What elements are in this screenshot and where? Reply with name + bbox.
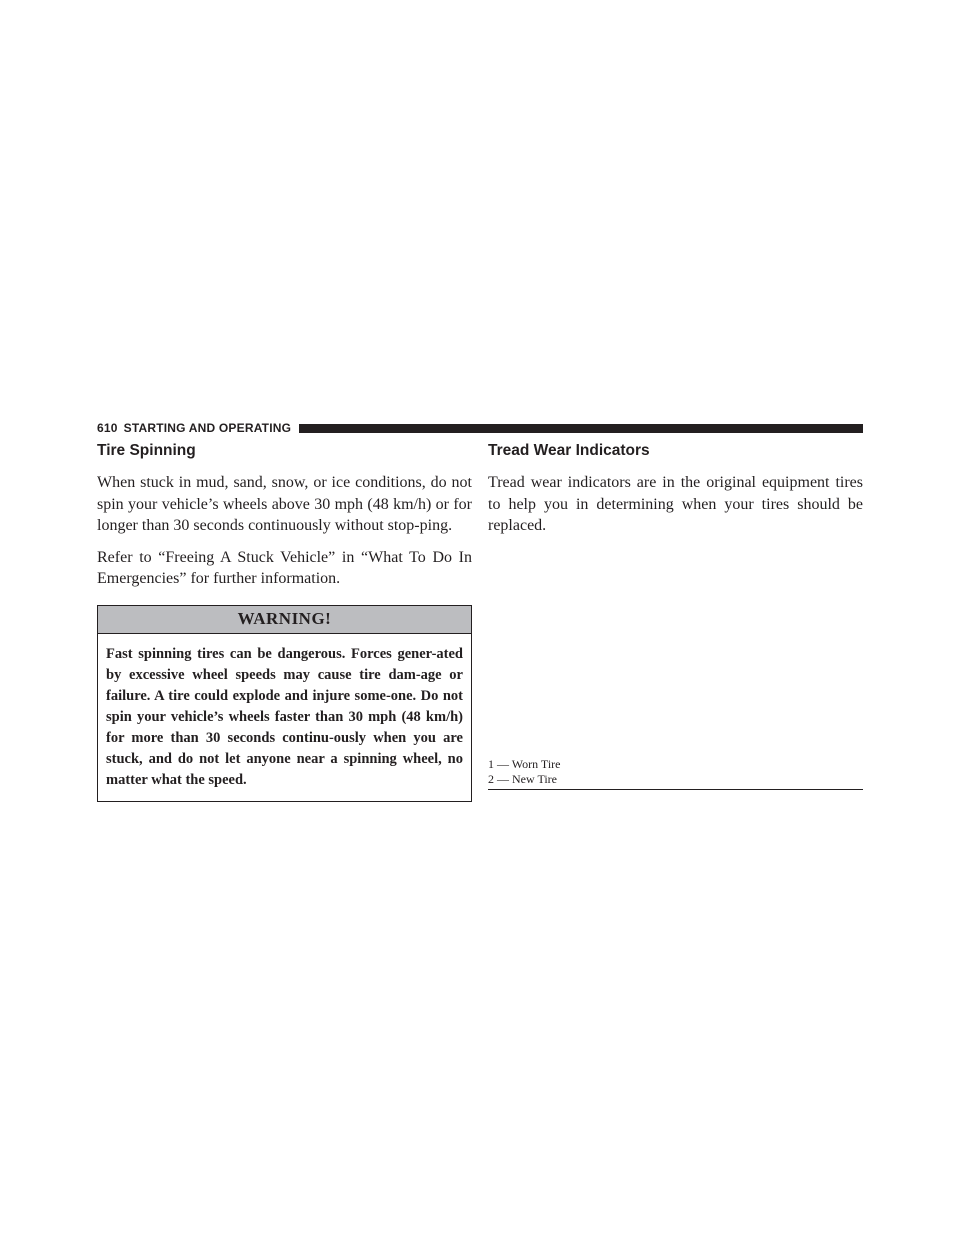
page-number: 610 (97, 421, 118, 435)
tread-wear-heading: Tread Wear Indicators (488, 442, 650, 459)
left-column (97, 440, 472, 802)
figure-legend (488, 757, 863, 790)
warning-text: Fast spinning tires can be dangerous. Forces gener-ated by excessive wheel speeds may cause tire dam-age or failure. A tire could explode and injure some-one. Do not spin your vehicle’s wheels faster than 30 mph (48 km/h) for more than 30 seconds continu-ously when you are stuck, and do not let anyone near a spinning wheel, no matter what the speed. (106, 645, 463, 788)
right-column (488, 440, 863, 790)
legend-item-new-tire: 2 — New Tire (488, 772, 558, 786)
section-title: STARTING AND OPERATING (123, 421, 292, 435)
legend-item-worn-tire: 1 — Worn Tire (488, 756, 561, 771)
header-rule (299, 424, 863, 433)
tread-figure-placeholder (488, 547, 863, 757)
page-header (97, 419, 863, 437)
tire-spinning-paragraph-2: Refer to “Freeing A Stuck Vehicle” in “What To Do In Emergencies” for further information. (97, 548, 472, 587)
warning-title: WARNING! (98, 606, 471, 634)
warning-box (97, 605, 472, 802)
tire-spinning-paragraph-1: When stuck in mud, sand, snow, or ice conditions, do not spin your vehicle’s wheels above 30 mph (48 km/h) or for longer than 30 seconds continuously without stop-ping. (97, 474, 472, 534)
tread-wear-paragraph: Tread wear indicators are in the original equipment tires to help you in determining when your tires should be replaced. (488, 474, 863, 534)
tire-spinning-heading: Tire Spinning (97, 442, 196, 459)
